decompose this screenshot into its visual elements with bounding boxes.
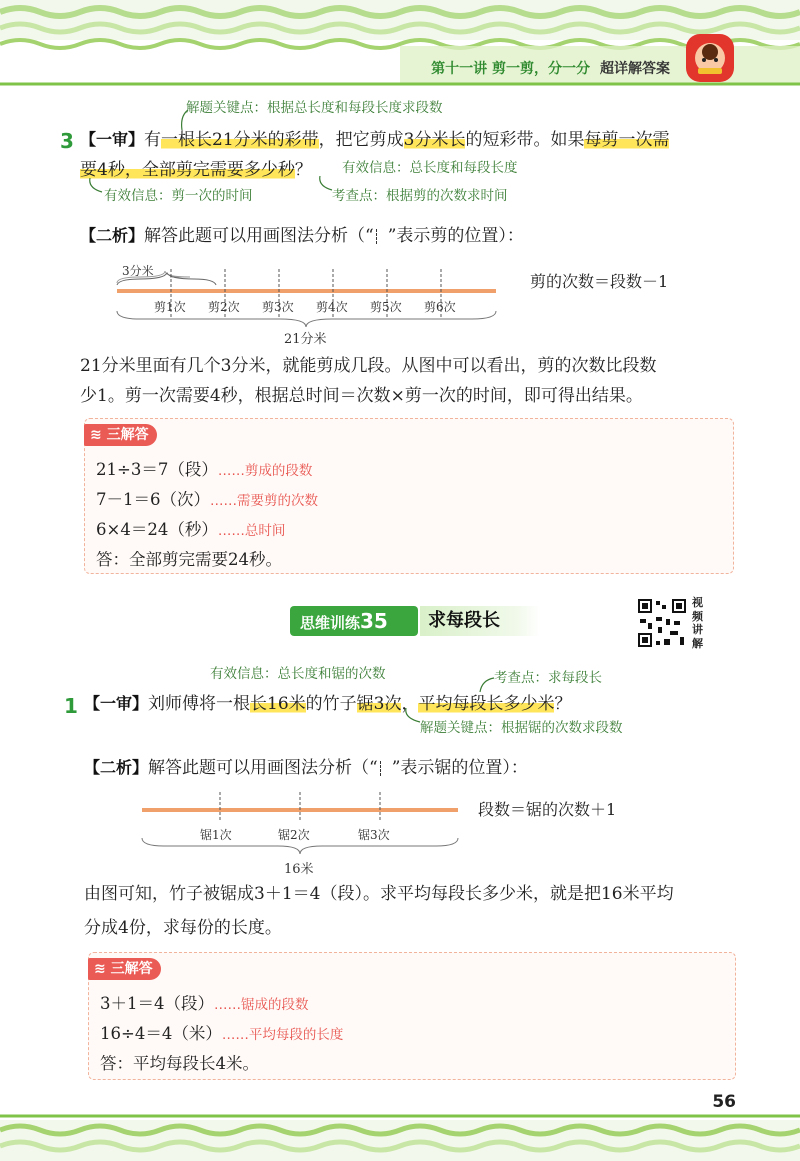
answer-equation: 16÷4＝4（米） <box>100 1024 222 1043</box>
header-subtitle: 超详解答案 <box>600 61 670 77</box>
p3-answer-tag-label: 三解答 <box>106 427 149 443</box>
answer-note: ……总时间 <box>217 523 286 539</box>
p1-highlight-question: 平均每段长多少米 <box>418 694 555 714</box>
p3-cut-label-4: 剪4次 <box>316 300 348 314</box>
p3-note-effective-info: 有效信息：总长度和每段长度 <box>342 160 518 176</box>
p3-cut-label-3: 剪3次 <box>262 300 294 314</box>
p1-analysis-line <box>84 760 528 777</box>
p3-total-label: 21分米 <box>284 332 327 347</box>
p3-text: ”表示剪的位置）： <box>387 226 524 246</box>
answer-note: ……平均每段的长度 <box>221 1027 344 1043</box>
section-label-text: 思维训练 <box>300 614 361 632</box>
p3-note-exam-point: 考查点：根据剪的次数求时间 <box>332 188 508 204</box>
p3-note-arrow-left <box>86 178 106 196</box>
cut-mark-legend-icon <box>376 229 386 244</box>
p1-text: 的竹子 <box>305 694 357 714</box>
p1-note-exam-point: 考查点：求每段长 <box>494 670 602 686</box>
p3-highlight-question: 要4秒，全部剪完需要多少秒 <box>80 160 295 180</box>
header-band <box>0 0 800 88</box>
p3-note-arrow-top <box>176 108 192 132</box>
p1-explain-line2: 分成4份，求每份的长度。 <box>84 918 282 938</box>
section-title: 求每段长 <box>420 606 540 636</box>
p1-cut-label-3: 锯3次 <box>358 828 390 842</box>
p3-cut-label-1: 剪1次 <box>154 300 186 314</box>
p3-final-answer: 答：全部剪完需要24秒。 <box>96 550 282 569</box>
p1-total-label: 16米 <box>284 862 314 877</box>
p3-answer-tag <box>84 424 157 446</box>
p3-text: ，把它剪成 <box>318 130 404 150</box>
p3-answer-row-1 <box>96 456 312 480</box>
p1-answer-tag-label: 三解答 <box>110 961 153 977</box>
p3-note-effective-info-2: 有效信息：剪一次的时间 <box>104 188 253 204</box>
p1-text: 解答此题可以用画图法分析（“ <box>148 758 378 778</box>
p1-note-arrow-bottom <box>402 708 422 726</box>
page-number: 56 <box>712 1092 736 1112</box>
answer-equation: 6×4＝24（秒） <box>96 520 218 539</box>
answer-equation: 7－1＝6（次） <box>96 490 210 509</box>
answer-note: ……剪成的段数 <box>217 463 313 479</box>
p1-formula: 段数＝锯的次数＋1 <box>478 800 617 819</box>
p1-final-answer: 答：平均每段长4米。 <box>100 1054 259 1073</box>
p1-note-arrow-right <box>476 674 496 694</box>
section-number: 35 <box>360 609 388 633</box>
cut-mark-legend-icon <box>380 761 390 776</box>
qr-label: 视频讲解 <box>692 596 703 650</box>
p3-text: 解答此题可以用画图法分析（“ <box>144 226 374 246</box>
p3-highlight-length: 一根长21分米的彩带 <box>161 130 319 150</box>
p3-answer-row-3 <box>96 516 285 540</box>
p3-note-key-point: 解题关键点：根据总长度和每段长度求段数 <box>186 100 443 116</box>
section-banner <box>290 606 540 636</box>
header-chapter-title <box>431 58 670 78</box>
p1-tag-xi: 【二析】 <box>84 758 149 777</box>
p1-question-line <box>84 696 571 713</box>
footer-band <box>0 1110 800 1161</box>
qr-code-icon[interactable] <box>636 597 688 649</box>
p1-cut-label-2: 锯2次 <box>278 828 310 842</box>
p3-question-line1 <box>80 132 669 149</box>
p3-highlight-segment: 3分米长 <box>403 130 466 150</box>
p3-segment-label: 3分米 <box>122 264 154 278</box>
section-label <box>290 606 418 636</box>
p3-tag-xi: 【二析】 <box>80 226 145 245</box>
p1-highlight-cuts: 锯3次 <box>356 694 402 714</box>
p3-cut-label-6: 剪6次 <box>424 300 456 314</box>
p3-text: 的短彩带。如果 <box>465 130 585 150</box>
p1-note-effective-info: 有效信息：总长度和锯的次数 <box>210 666 386 682</box>
p3-explain-line1: 21分米里面有几个3分米，就能剪成几段。从图中可以看出，剪的次数比段数 <box>80 356 657 376</box>
p1-answer-row-1 <box>100 990 309 1014</box>
p1-text: ”表示锯的位置）： <box>391 758 528 778</box>
p1-tag-shen: 【一审】 <box>84 694 149 713</box>
p1-explain-line1: 由图可知，竹子被锯成3＋1＝4（段）。求平均每段长多少米，就是把16米平均 <box>84 884 674 904</box>
wave-icon: ≋ <box>90 427 102 443</box>
p3-tag-shen: 【一审】 <box>80 130 145 149</box>
p3-highlight-time: 每剪一次需 <box>584 130 670 150</box>
p1-text: ？ <box>554 694 572 714</box>
p3-note-arrow-right <box>314 176 334 194</box>
p1-answer-tag <box>88 958 161 980</box>
p1-cut-label-1: 锯1次 <box>200 828 232 842</box>
answer-equation: 3＋1＝4（段） <box>100 994 214 1013</box>
p3-question-line2 <box>80 162 312 179</box>
p1-answer-row-2 <box>100 1020 343 1044</box>
p1-note-key-point: 解题关键点：根据锯的次数求段数 <box>420 720 623 736</box>
answer-note: ……锯成的段数 <box>214 997 309 1013</box>
answer-note: ……需要剪的次数 <box>210 493 318 509</box>
wave-icon: ≋ <box>94 961 106 977</box>
chapter-title: 第十一讲 剪一剪，分一分 <box>431 61 590 77</box>
p3-number: 3 <box>60 129 74 153</box>
p1-number: 1 <box>64 694 78 718</box>
footer-wave-decoration <box>0 1110 800 1161</box>
p3-formula: 剪的次数＝段数－1 <box>530 272 669 291</box>
p1-text: 刘师傅将一根 <box>148 694 251 714</box>
header-wave-decoration <box>0 0 800 88</box>
p1-highlight-length: 长16米 <box>250 694 306 714</box>
p3-analysis-line <box>80 228 524 245</box>
p1-text: ， <box>401 694 419 714</box>
p3-cut-label-5: 剪5次 <box>370 300 402 314</box>
p3-explain-line2: 少1。剪一次需要4秒，根据总时间＝次数×剪一次的时间，即可得出结果。 <box>80 386 643 406</box>
p3-answer-row-2 <box>96 486 318 510</box>
mascot-badge-icon <box>684 32 736 84</box>
answer-equation: 21÷3＝7（段） <box>96 460 218 479</box>
p1-bamboo-diagram <box>138 790 468 860</box>
p3-cut-label-2: 剪2次 <box>208 300 240 314</box>
p3-text: ？ <box>294 160 312 180</box>
p3-text: 有 <box>144 130 162 150</box>
